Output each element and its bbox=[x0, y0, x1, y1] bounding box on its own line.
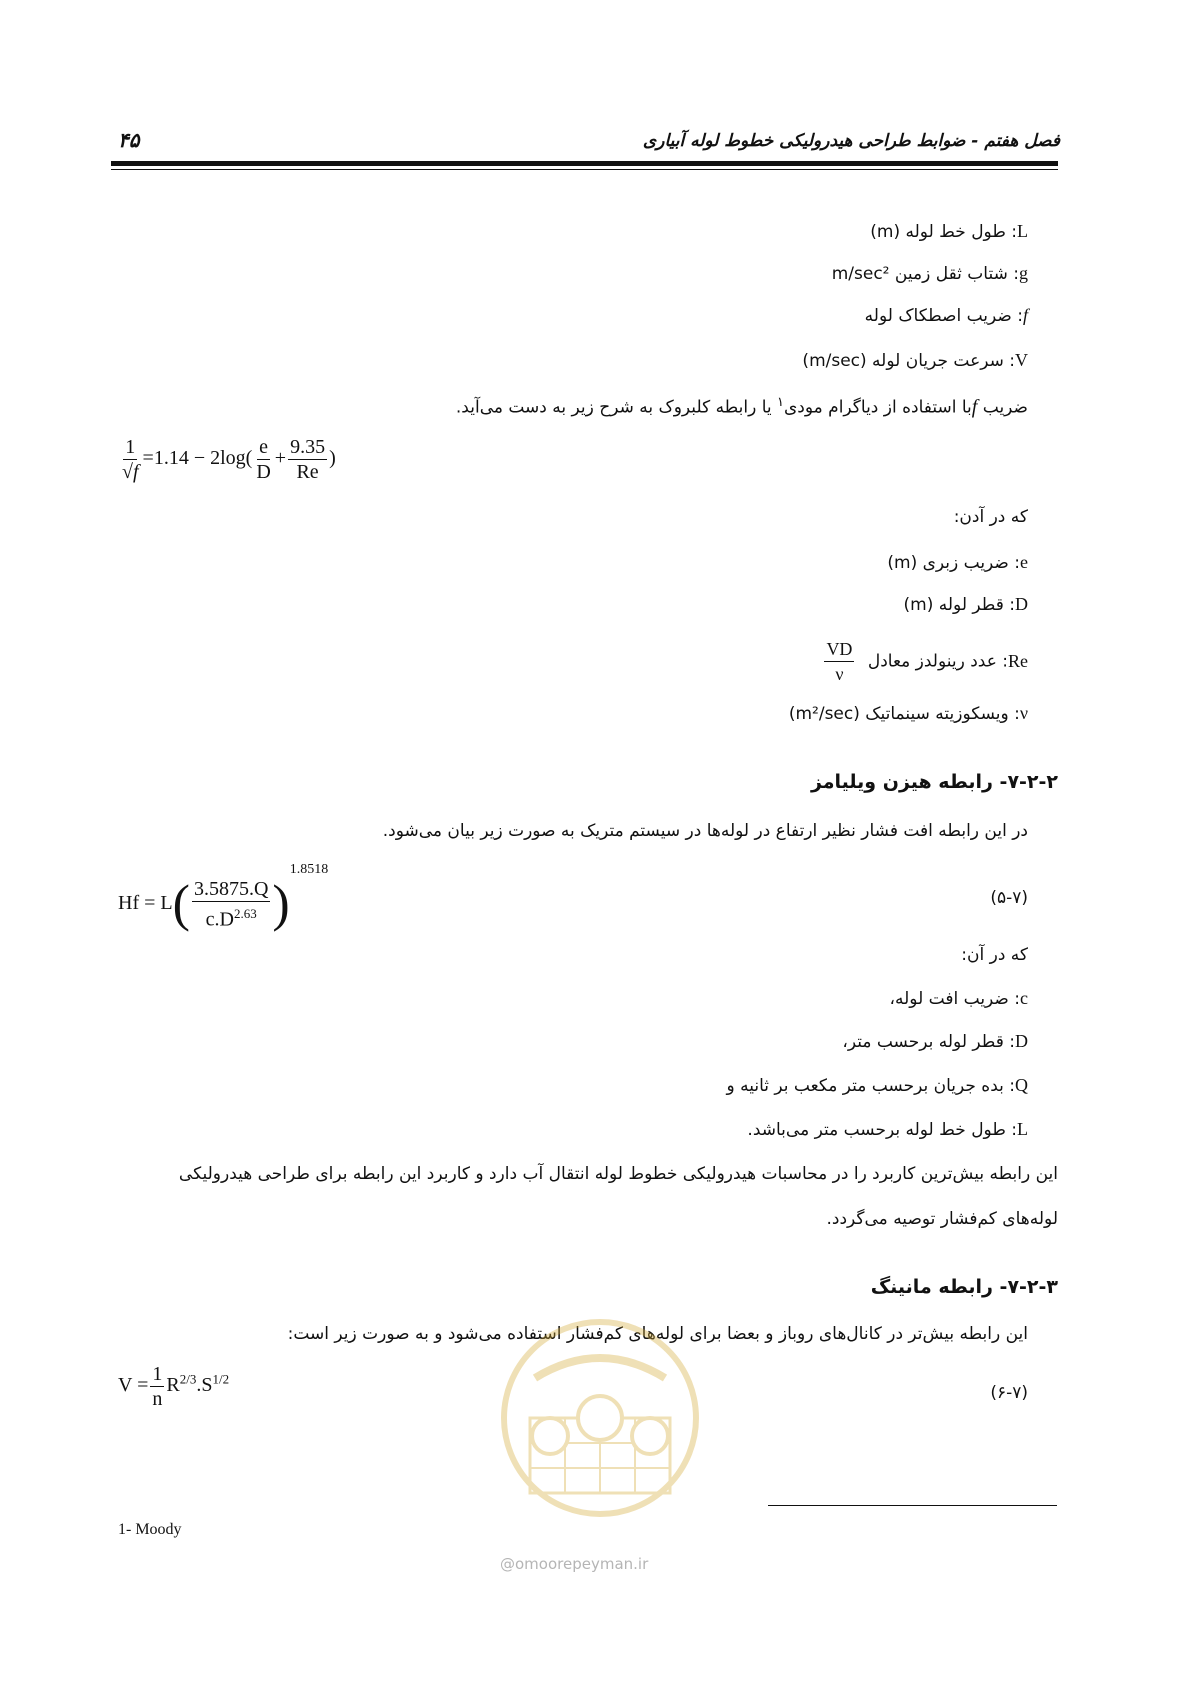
hw-paragraph-line-1: این رابطه بیش‌ترین کاربرد را در محاسبات هیدرولیکی خطوط لوله انتقال آب دارد و کاربرد این رابطه برای طراحی هیدرولیکی bbox=[178, 1164, 1058, 1184]
footnote-rule bbox=[768, 1505, 1057, 1506]
equation-number-6-7: (۶-۷) bbox=[990, 1383, 1028, 1403]
def-V: V: سرعت جریان لوله (m/sec) bbox=[802, 350, 1028, 371]
equation-number-5-7: (۵-۷) bbox=[990, 888, 1028, 908]
page-number: ۴۵ bbox=[118, 128, 140, 152]
header-rule-thick bbox=[111, 161, 1058, 166]
section-heading-manning: ۷-۲-۳- رابطه مانینگ bbox=[870, 1276, 1058, 1298]
hw-def-c: c: ضریب افت لوله، bbox=[889, 988, 1028, 1009]
def-D: D: قطر لوله (m) bbox=[903, 594, 1028, 615]
equation-manning: V = $\frac{1}{n}$ $R^{2/3}.S^{1/2}$ bbox=[118, 1363, 230, 1410]
def-g: g: شتاب ثقل زمین m/sec² bbox=[831, 263, 1028, 284]
section-heading-hazen-williams: ۷-۲-۲- رابطه هیزن ویلیامز bbox=[810, 771, 1058, 793]
def-nu: ν: ویسکوزیته سینماتیک (m²/sec) bbox=[788, 703, 1028, 724]
where-label-1: که در آدن: bbox=[953, 507, 1028, 527]
footnote-moody: 1- Moody bbox=[118, 1521, 182, 1538]
def-L: L: طول خط لوله (m) bbox=[870, 221, 1028, 242]
hazen-williams-intro: در این رابطه افت فشار نظیر ارتفاع در لوله‌ها در سیستم متریک به صورت زیر بیان می‌شود. bbox=[382, 821, 1028, 841]
def-f: f: ضریب اصطکاک لوله bbox=[864, 305, 1028, 326]
header-rule-thin bbox=[111, 169, 1058, 170]
def-e: e: ضریب زبری (m) bbox=[887, 552, 1028, 573]
footnote-ref: ۱ bbox=[777, 395, 784, 410]
hw-def-Q: Q: بده جریان برحسب متر مکعب بر ثانیه و bbox=[726, 1075, 1028, 1096]
watermark-logo bbox=[490, 1318, 710, 1518]
equation-colebrook: $\frac{1}{√f}$ =1.14 − 2log( $\frac{e}{D}$ + $\frac{9.35}{Re}$ ) bbox=[122, 436, 336, 483]
equation-hazen-williams: Hf = L( $\frac{3.5875.Q}{c.D^{2.63}}$ )$^{1.8518}$ bbox=[118, 862, 329, 933]
watermark-seal-icon bbox=[490, 1318, 710, 1518]
watermark-url: @omoorepeyman.ir bbox=[500, 1555, 649, 1573]
manning-intro: این رابطه بیش‌تر در کانال‌های روباز و بعضا برای لوله‌های کم‌فشار استفاده می‌شود و به صورت زیر است: bbox=[287, 1324, 1028, 1344]
where-label-2: که در آن: bbox=[961, 945, 1028, 965]
running-header-title: فصل هفتم - ضوابط طراحی هیدرولیکی خطوط لوله آبیاری bbox=[642, 131, 1060, 151]
hw-paragraph-line-2: لوله‌های کم‌فشار توصیه می‌گردد. bbox=[826, 1209, 1058, 1229]
def-Re: Re: عدد رینولدز معادل $\frac{VD}{\nu}$ bbox=[826, 639, 1028, 684]
hw-def-D: D: قطر لوله برحسب متر، bbox=[842, 1031, 1028, 1052]
colebrook-intro: ضریب fبا استفاده از دیاگرام مودی$^۱$ یا رابطه کلبروک به شرح زیر به دست می‌آید. bbox=[455, 395, 1028, 418]
hw-def-L: L: طول خط لوله برحسب متر می‌باشد. bbox=[747, 1119, 1028, 1140]
